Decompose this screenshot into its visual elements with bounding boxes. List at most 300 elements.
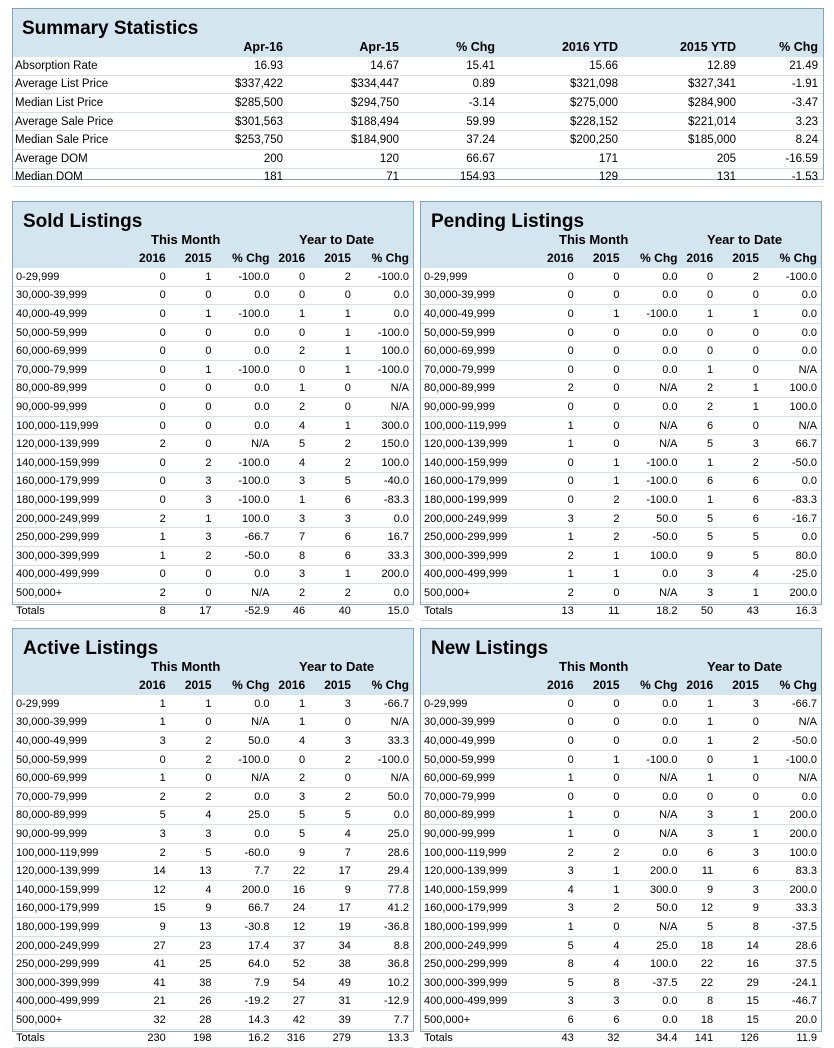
table-cell: -100.0: [355, 360, 413, 379]
table-cell: 9: [717, 899, 763, 918]
table-cell: 0.0: [355, 509, 413, 528]
table-cell: 2: [542, 843, 578, 862]
summary-cell: 120: [288, 149, 404, 168]
table-cell: 2: [682, 398, 718, 417]
column-header-row: [13, 675, 413, 695]
column-header-row: [421, 248, 821, 268]
table-cell: 18: [682, 936, 718, 955]
table-cell: 3: [309, 509, 355, 528]
table-cell: 0: [542, 750, 578, 769]
summary-cell: $301,563: [160, 112, 288, 131]
table-cell: 0: [717, 416, 763, 435]
summary-col-header: Apr-16: [243, 40, 283, 54]
table-cell: 0: [682, 323, 718, 342]
summary-row: [13, 75, 823, 94]
table-row: [421, 416, 821, 435]
price-range-label: 100,000-119,999: [421, 416, 542, 435]
summary-row-label: Average DOM: [13, 149, 160, 168]
table-cell: 2: [578, 509, 624, 528]
totals-row: [421, 1029, 821, 1048]
column-header: 2015: [592, 678, 620, 692]
table-cell: 2: [542, 379, 578, 398]
table-row: [13, 305, 413, 324]
table-cell: 26: [170, 992, 216, 1011]
table-cell: -100.0: [216, 472, 274, 491]
table-row: [421, 843, 821, 862]
table-cell: 1: [682, 769, 718, 788]
table-cell: 25.0: [355, 825, 413, 844]
table-cell: 2: [170, 750, 216, 769]
table-cell: 25: [170, 955, 216, 974]
table-cell: 5: [717, 546, 763, 565]
table-cell: 1: [578, 305, 624, 324]
table-cell: 6: [717, 472, 763, 491]
table-cell: 25.0: [216, 806, 274, 825]
table-row: [13, 787, 413, 806]
column-header: 2016: [547, 251, 574, 265]
table-row: [421, 955, 821, 974]
summary-cell: 3.23: [741, 112, 823, 131]
table-cell: -12.9: [355, 992, 413, 1011]
table-cell: 1: [309, 305, 355, 324]
table-cell: -100.0: [216, 491, 274, 510]
price-range-label: 400,000-499,999: [13, 565, 134, 584]
price-range-label: 0-29,999: [421, 695, 542, 713]
price-range-label: 250,000-299,999: [421, 955, 542, 974]
table-row: [13, 936, 413, 955]
table-cell: -50.0: [624, 528, 682, 547]
year-to-date-group-label: Year to Date: [707, 659, 783, 674]
table-cell: 200.0: [216, 880, 274, 899]
table-cell: 0: [542, 453, 578, 472]
table-cell: 0: [170, 584, 216, 603]
table-row: [13, 973, 413, 992]
table-cell: 2: [309, 453, 355, 472]
price-range-label: 160,000-179,999: [421, 472, 542, 491]
column-header: % Chg: [640, 678, 678, 692]
table-cell: 21: [134, 992, 170, 1011]
table-cell: 33.3: [763, 899, 821, 918]
price-range-label: 120,000-139,999: [421, 862, 542, 881]
table-cell: 50.0: [216, 732, 274, 751]
table-row: [421, 379, 821, 398]
summary-col-header: [13, 37, 160, 57]
table-cell: 38: [309, 955, 355, 974]
table-cell: 0: [309, 379, 355, 398]
table-cell: -37.5: [763, 918, 821, 937]
table-cell: 2: [578, 899, 624, 918]
table-cell: 36.8: [355, 955, 413, 974]
table-cell: 34.4: [624, 1029, 682, 1048]
summary-cell: 15.66: [500, 57, 623, 75]
summary-cell: $327,341: [623, 75, 741, 94]
table-cell: 38: [170, 973, 216, 992]
table-cell: 0.0: [763, 305, 821, 324]
table-cell: 3: [542, 862, 578, 881]
table-cell: 1: [682, 491, 718, 510]
table-cell: 8: [542, 955, 578, 974]
table-cell: 1: [542, 435, 578, 454]
table-cell: 0.0: [763, 528, 821, 547]
table-row: [421, 880, 821, 899]
table-cell: 0.0: [624, 1011, 682, 1030]
table-cell: 0: [309, 398, 355, 417]
table-row: [13, 398, 413, 417]
table-cell: 0: [578, 584, 624, 603]
pending-listings-panel: [420, 201, 822, 618]
table-cell: 0: [578, 416, 624, 435]
price-range-label: Totals: [421, 1029, 542, 1048]
column-header: [421, 248, 542, 268]
summary-row-label: Median List Price: [13, 94, 160, 113]
table-cell: 3: [682, 825, 718, 844]
table-cell: -66.7: [355, 695, 413, 713]
table-cell: 0: [542, 472, 578, 491]
table-cell: 1: [717, 305, 763, 324]
table-cell: 1: [134, 546, 170, 565]
price-range-label: 50,000-59,999: [421, 750, 542, 769]
table-row: [421, 528, 821, 547]
summary-table: [13, 37, 823, 187]
table-cell: 1: [542, 416, 578, 435]
table-row: [13, 1011, 413, 1030]
table-cell: 8.8: [355, 936, 413, 955]
table-cell: 2: [274, 398, 310, 417]
table-cell: 2: [134, 509, 170, 528]
table-cell: 2: [309, 435, 355, 454]
table-cell: 1: [578, 862, 624, 881]
summary-row: [13, 112, 823, 131]
table-cell: 0: [170, 398, 216, 417]
totals-row: [13, 602, 413, 621]
table-cell: 1: [578, 565, 624, 584]
price-range-label: 180,000-199,999: [13, 918, 134, 937]
table-cell: -83.3: [355, 491, 413, 510]
table-cell: 18.2: [624, 602, 682, 621]
table-cell: 0.0: [624, 323, 682, 342]
table-row: [421, 268, 821, 286]
column-header: 2015: [732, 251, 759, 265]
price-range-label: 250,000-299,999: [421, 528, 542, 547]
table-cell: 0: [578, 360, 624, 379]
table-cell: 49: [309, 973, 355, 992]
table-cell: 4: [309, 825, 355, 844]
table-cell: 0: [717, 360, 763, 379]
column-header: % Chg: [779, 678, 817, 692]
table-cell: -30.8: [216, 918, 274, 937]
table-cell: 2: [170, 453, 216, 472]
table-cell: 3: [717, 880, 763, 899]
table-cell: 15.0: [355, 602, 413, 621]
table-row: [421, 305, 821, 324]
year-to-date-group-label: Year to Date: [299, 659, 375, 674]
table-cell: 3: [717, 843, 763, 862]
table-cell: 7.7: [216, 862, 274, 881]
table-cell: 5: [717, 528, 763, 547]
summary-statistics-panel: [12, 8, 824, 184]
table-cell: -83.3: [763, 491, 821, 510]
summary-row: [13, 131, 823, 150]
table-cell: 40: [309, 602, 355, 621]
table-cell: 6: [578, 1011, 624, 1030]
table-cell: 20.0: [763, 1011, 821, 1030]
price-range-label: 40,000-49,999: [421, 305, 542, 324]
table-cell: 0: [542, 732, 578, 751]
newl-title: New Listings: [431, 638, 549, 659]
summary-cell: 8.24: [741, 131, 823, 150]
table-row: [13, 342, 413, 361]
price-range-label: 30,000-39,999: [421, 713, 542, 732]
table-cell: 0: [134, 305, 170, 324]
table-row: [421, 1011, 821, 1030]
table-cell: 4: [170, 806, 216, 825]
price-range-label: 500,000+: [421, 1011, 542, 1030]
table-cell: 1: [542, 528, 578, 547]
table-cell: 2: [170, 732, 216, 751]
table-cell: -52.9: [216, 602, 274, 621]
table-cell: N/A: [624, 435, 682, 454]
price-range-label: 80,000-89,999: [13, 379, 134, 398]
table-row: [421, 472, 821, 491]
table-cell: 0: [134, 750, 170, 769]
table-cell: 1: [309, 416, 355, 435]
table-cell: 50.0: [355, 787, 413, 806]
table-cell: 19: [309, 918, 355, 937]
table-cell: 0: [717, 787, 763, 806]
table-cell: 0: [542, 286, 578, 305]
table-row: [421, 750, 821, 769]
summary-cell: 66.67: [404, 149, 500, 168]
table-cell: 50.0: [624, 509, 682, 528]
table-cell: 5: [309, 472, 355, 491]
table-cell: 3: [134, 732, 170, 751]
active-title: Active Listings: [23, 638, 159, 659]
price-range-label: 90,000-99,999: [421, 398, 542, 417]
table-cell: 1: [134, 713, 170, 732]
table-cell: 0.0: [355, 305, 413, 324]
table-cell: 1: [134, 695, 170, 713]
summary-col-header: Apr-15: [359, 40, 399, 54]
table-row: [421, 286, 821, 305]
table-cell: 2: [717, 732, 763, 751]
table-row: [421, 918, 821, 937]
column-header: 2016: [139, 251, 166, 265]
table-cell: 0: [542, 491, 578, 510]
table-cell: 1: [309, 323, 355, 342]
table-cell: 1: [134, 528, 170, 547]
table-cell: 0.0: [624, 398, 682, 417]
table-cell: 4: [274, 416, 310, 435]
table-cell: 43: [542, 1029, 578, 1048]
table-cell: 16: [274, 880, 310, 899]
summary-title: Summary Statistics: [22, 18, 199, 39]
table-cell: 41: [134, 955, 170, 974]
table-cell: -100.0: [763, 750, 821, 769]
table-cell: 39: [309, 1011, 355, 1030]
table-cell: 3: [274, 565, 310, 584]
table-row: [13, 323, 413, 342]
column-header: % Chg: [232, 678, 270, 692]
table-cell: 0.0: [624, 787, 682, 806]
table-row: [13, 286, 413, 305]
table-cell: N/A: [763, 713, 821, 732]
summary-cell: $253,750: [160, 131, 288, 150]
table-cell: 0: [274, 360, 310, 379]
table-cell: 126: [717, 1029, 763, 1048]
table-cell: -100.0: [624, 491, 682, 510]
table-cell: 0: [170, 713, 216, 732]
price-range-label: 90,000-99,999: [421, 825, 542, 844]
table-cell: 0.0: [763, 323, 821, 342]
table-cell: 5: [134, 806, 170, 825]
table-cell: 28.6: [355, 843, 413, 862]
summary-row-label: Average Sale Price: [13, 112, 160, 131]
table-cell: 198: [170, 1029, 216, 1048]
this-month-group-label: This Month: [151, 232, 221, 247]
table-cell: 141: [682, 1029, 718, 1048]
table-cell: N/A: [624, 825, 682, 844]
summary-col-header: % Chg: [779, 40, 818, 54]
table-cell: 32: [134, 1011, 170, 1030]
table-cell: 24: [274, 899, 310, 918]
table-cell: 11: [578, 602, 624, 621]
column-header: 2016: [686, 678, 714, 692]
price-range-label: 50,000-59,999: [13, 323, 134, 342]
table-cell: 27: [274, 992, 310, 1011]
table-cell: 1: [274, 695, 310, 713]
table-cell: 279: [309, 1029, 355, 1048]
table-cell: 300.0: [355, 416, 413, 435]
summary-cell: 171: [500, 149, 623, 168]
table-cell: 34: [309, 936, 355, 955]
table-cell: 0: [170, 323, 216, 342]
table-cell: 6: [717, 491, 763, 510]
table-cell: 5: [274, 435, 310, 454]
table-cell: 15: [134, 899, 170, 918]
table-cell: -100.0: [216, 453, 274, 472]
table-cell: 0: [578, 398, 624, 417]
table-row: [13, 546, 413, 565]
table-cell: 0: [274, 286, 310, 305]
price-range-label: 200,000-249,999: [13, 509, 134, 528]
table-row: [421, 453, 821, 472]
table-cell: 0: [134, 453, 170, 472]
table-row: [421, 862, 821, 881]
table-cell: 4: [274, 453, 310, 472]
table-cell: 31: [309, 992, 355, 1011]
price-range-label: 500,000+: [13, 1011, 134, 1030]
price-range-label: 200,000-249,999: [13, 936, 134, 955]
table-cell: 0: [134, 491, 170, 510]
table-row: [13, 769, 413, 788]
price-range-label: 160,000-179,999: [13, 899, 134, 918]
table-cell: 7.7: [355, 1011, 413, 1030]
table-cell: -50.0: [763, 453, 821, 472]
column-header: 2016: [278, 251, 306, 265]
price-range-label: 0-29,999: [13, 268, 134, 286]
table-cell: 13: [170, 918, 216, 937]
price-range-label: 100,000-119,999: [421, 843, 542, 862]
price-range-label: 60,000-69,999: [421, 769, 542, 788]
table-cell: 0.0: [216, 825, 274, 844]
table-cell: 1: [170, 695, 216, 713]
table-cell: 33.3: [355, 732, 413, 751]
table-cell: 0: [542, 398, 578, 417]
price-range-label: 70,000-79,999: [421, 787, 542, 806]
price-range-label: 50,000-59,999: [13, 750, 134, 769]
table-cell: 14: [717, 936, 763, 955]
price-range-label: 400,000-499,999: [13, 992, 134, 1011]
table-row: [13, 453, 413, 472]
table-cell: 0: [134, 360, 170, 379]
table-cell: 0: [170, 565, 216, 584]
table-cell: 0: [134, 416, 170, 435]
table-cell: 1: [578, 880, 624, 899]
table-row: [13, 825, 413, 844]
summary-cell: 71: [288, 168, 404, 187]
price-range-label: 50,000-59,999: [421, 323, 542, 342]
table-cell: 0: [134, 472, 170, 491]
table-cell: 1: [578, 472, 624, 491]
table-cell: -100.0: [216, 360, 274, 379]
column-header: % Chg: [640, 251, 678, 265]
table-cell: 200.0: [763, 584, 821, 603]
table-cell: 27: [134, 936, 170, 955]
price-range-label: 60,000-69,999: [13, 769, 134, 788]
table-cell: 1: [274, 305, 310, 324]
table-cell: 4: [578, 936, 624, 955]
table-cell: 46: [274, 602, 310, 621]
price-range-label: 400,000-499,999: [421, 992, 542, 1011]
table-cell: 41: [134, 973, 170, 992]
table-cell: 4: [170, 880, 216, 899]
table-cell: 5: [274, 825, 310, 844]
price-range-label: 90,000-99,999: [13, 398, 134, 417]
price-range-label: 140,000-159,999: [13, 453, 134, 472]
table-cell: 1: [274, 491, 310, 510]
table-cell: 25.0: [624, 936, 682, 955]
summary-row-label: Absorption Rate: [13, 57, 160, 75]
table-cell: 6: [309, 491, 355, 510]
table-cell: 2: [134, 843, 170, 862]
table-cell: 13.3: [355, 1029, 413, 1048]
table-cell: 200.0: [624, 862, 682, 881]
column-header: 2015: [324, 678, 351, 692]
table-row: [421, 992, 821, 1011]
table-cell: 4: [542, 880, 578, 899]
table-cell: 0: [717, 342, 763, 361]
column-header: % Chg: [779, 251, 817, 265]
summary-cell: -3.47: [741, 94, 823, 113]
table-cell: 100.0: [763, 398, 821, 417]
table-cell: 14: [134, 862, 170, 881]
table-cell: 150.0: [355, 435, 413, 454]
table-cell: 1: [309, 342, 355, 361]
table-cell: 0: [578, 769, 624, 788]
summary-cell: 37.24: [404, 131, 500, 150]
table-row: [421, 787, 821, 806]
table-cell: 17.4: [216, 936, 274, 955]
table-row: [13, 379, 413, 398]
summary-row-label: Median Sale Price: [13, 131, 160, 150]
table-cell: 0.0: [216, 565, 274, 584]
table-cell: 6: [682, 843, 718, 862]
price-range-label: 100,000-119,999: [13, 843, 134, 862]
price-range-label: 80,000-89,999: [421, 806, 542, 825]
table-cell: 0: [309, 286, 355, 305]
table-cell: 8: [717, 918, 763, 937]
table-cell: 0: [309, 769, 355, 788]
